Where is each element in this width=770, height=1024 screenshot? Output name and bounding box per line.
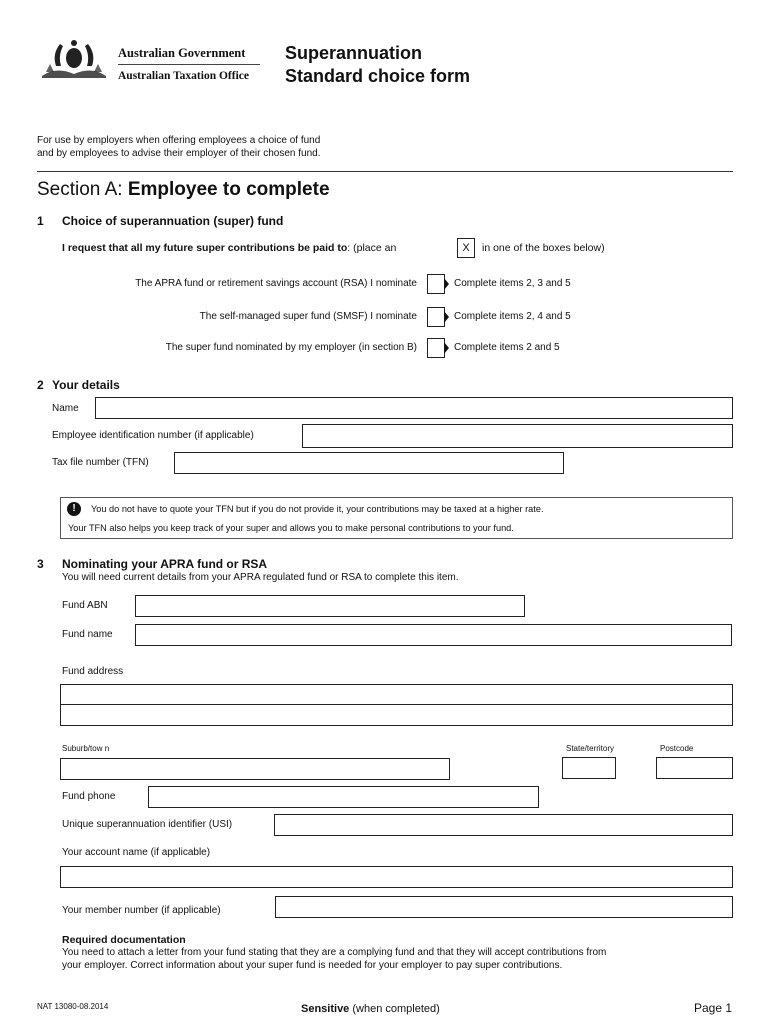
option-apra-label: The APRA fund or retirement savings account (RSA) I nominate	[135, 278, 417, 289]
form-title-line-2: Standard choice form	[285, 66, 471, 86]
suburb-input[interactable]	[60, 758, 450, 780]
gov-line-2: Australian Taxation Office	[118, 70, 249, 82]
notice-line-1: You do not have to quote your TFN but if you do not provide it, your contributions may be taxed at a higher rate.	[91, 504, 544, 514]
form-code: NAT 13080-08.2014	[37, 1002, 109, 1011]
fund-address-input-2[interactable]	[60, 704, 733, 726]
item-1-request	[62, 242, 396, 254]
suburb-label: Suburb/tow n	[62, 744, 110, 753]
x-example-box	[457, 238, 475, 258]
intro-line-2: and by employees to advise their employer of their chosen fund.	[37, 148, 321, 159]
fund-abn-label: Fund ABN	[62, 600, 108, 611]
gov-divider	[118, 64, 260, 65]
fund-address-label: Fund address	[62, 666, 124, 677]
page-number: Page 1	[694, 1001, 733, 1015]
coat-of-arms-logo	[36, 36, 112, 80]
option-smsf-note: Complete items 2, 4 and 5	[454, 311, 571, 322]
x-mark: X	[462, 242, 470, 254]
section-a-heading	[37, 179, 330, 201]
item-2-heading: Your details	[52, 378, 120, 392]
item-2-number: 2	[37, 378, 44, 392]
postcode-input[interactable]	[656, 757, 733, 779]
account-name-input[interactable]	[60, 866, 733, 888]
notice-line-2: Your TFN also helps you keep track of your super and allows you to make personal contributions to your fund.	[68, 523, 514, 533]
required-doc-line-2: your employer. Correct information about your super fund is needed for your employer to pay super contributions.	[62, 960, 563, 971]
request-end: in one of the boxes below)	[482, 242, 605, 254]
sensitive-rest: (when completed)	[349, 1003, 440, 1015]
member-number-label: Your member number (if applicable)	[62, 905, 221, 916]
member-number-input[interactable]	[275, 896, 733, 918]
item-1-number: 1	[37, 214, 44, 228]
name-input[interactable]	[95, 397, 733, 419]
postcode-label: Postcode	[660, 744, 694, 753]
tfn-label: Tax file number (TFN)	[52, 457, 149, 468]
section-a-prefix: Section A:	[37, 179, 128, 200]
option-employer-note: Complete items 2 and 5	[454, 342, 560, 353]
request-rest: : (place an	[347, 242, 397, 254]
sensitive-notice	[301, 1003, 440, 1015]
item-1-heading: Choice of superannuation (super) fund	[62, 214, 284, 228]
section-a-title: Employee to complete	[127, 179, 330, 200]
account-name-label: Your account name (if applicable)	[62, 847, 211, 858]
request-bold: I request that all my future super contributions be paid to	[62, 242, 348, 254]
intro-line-1: For use by employers when offering employees a choice of fund	[37, 135, 321, 146]
fund-phone-input[interactable]	[148, 786, 539, 808]
option-employer-checkbox[interactable]	[427, 338, 445, 358]
section-a-rule	[37, 171, 733, 172]
fund-abn-input[interactable]	[135, 595, 525, 617]
option-employer-label: The super fund nominated by my employer (in section B)	[165, 342, 417, 353]
item-3-number: 3	[37, 557, 44, 571]
exclamation-icon: !	[67, 502, 81, 516]
gov-line-1: Australian Government	[118, 46, 246, 60]
fund-name-label: Fund name	[62, 629, 113, 640]
item-3-subheading: You will need current details from your APRA regulated fund or RSA to complete this item.	[62, 572, 459, 583]
required-doc-line-1: You need to attach a letter from your fund stating that they are a complying fund and that they will accept contributions from	[62, 947, 607, 958]
item-3-heading: Nominating your APRA fund or RSA	[62, 557, 268, 571]
state-label: State/territory	[566, 744, 615, 753]
usi-input[interactable]	[274, 814, 733, 836]
name-label: Name	[52, 403, 79, 414]
employee-id-input[interactable]	[302, 424, 733, 448]
tfn-notice	[60, 497, 733, 539]
form-title-line-1: Superannuation	[285, 43, 423, 63]
fund-phone-label: Fund phone	[62, 791, 116, 802]
option-smsf-checkbox[interactable]	[427, 307, 445, 327]
state-input[interactable]	[562, 757, 616, 779]
sensitive-bold: Sensitive	[301, 1003, 350, 1015]
required-doc-heading: Required documentation	[62, 934, 186, 946]
option-apra-note: Complete items 2, 3 and 5	[454, 278, 571, 289]
tfn-input[interactable]	[174, 452, 564, 474]
fund-name-input[interactable]	[135, 624, 732, 646]
employee-id-label: Employee identification number (if applicable)	[52, 430, 254, 441]
option-apra-checkbox[interactable]	[427, 274, 445, 294]
fund-address-input-1[interactable]	[60, 684, 733, 706]
option-smsf-label: The self-managed super fund (SMSF) I nominate	[199, 311, 417, 322]
usi-label: Unique superannuation identifier (USI)	[62, 819, 233, 830]
